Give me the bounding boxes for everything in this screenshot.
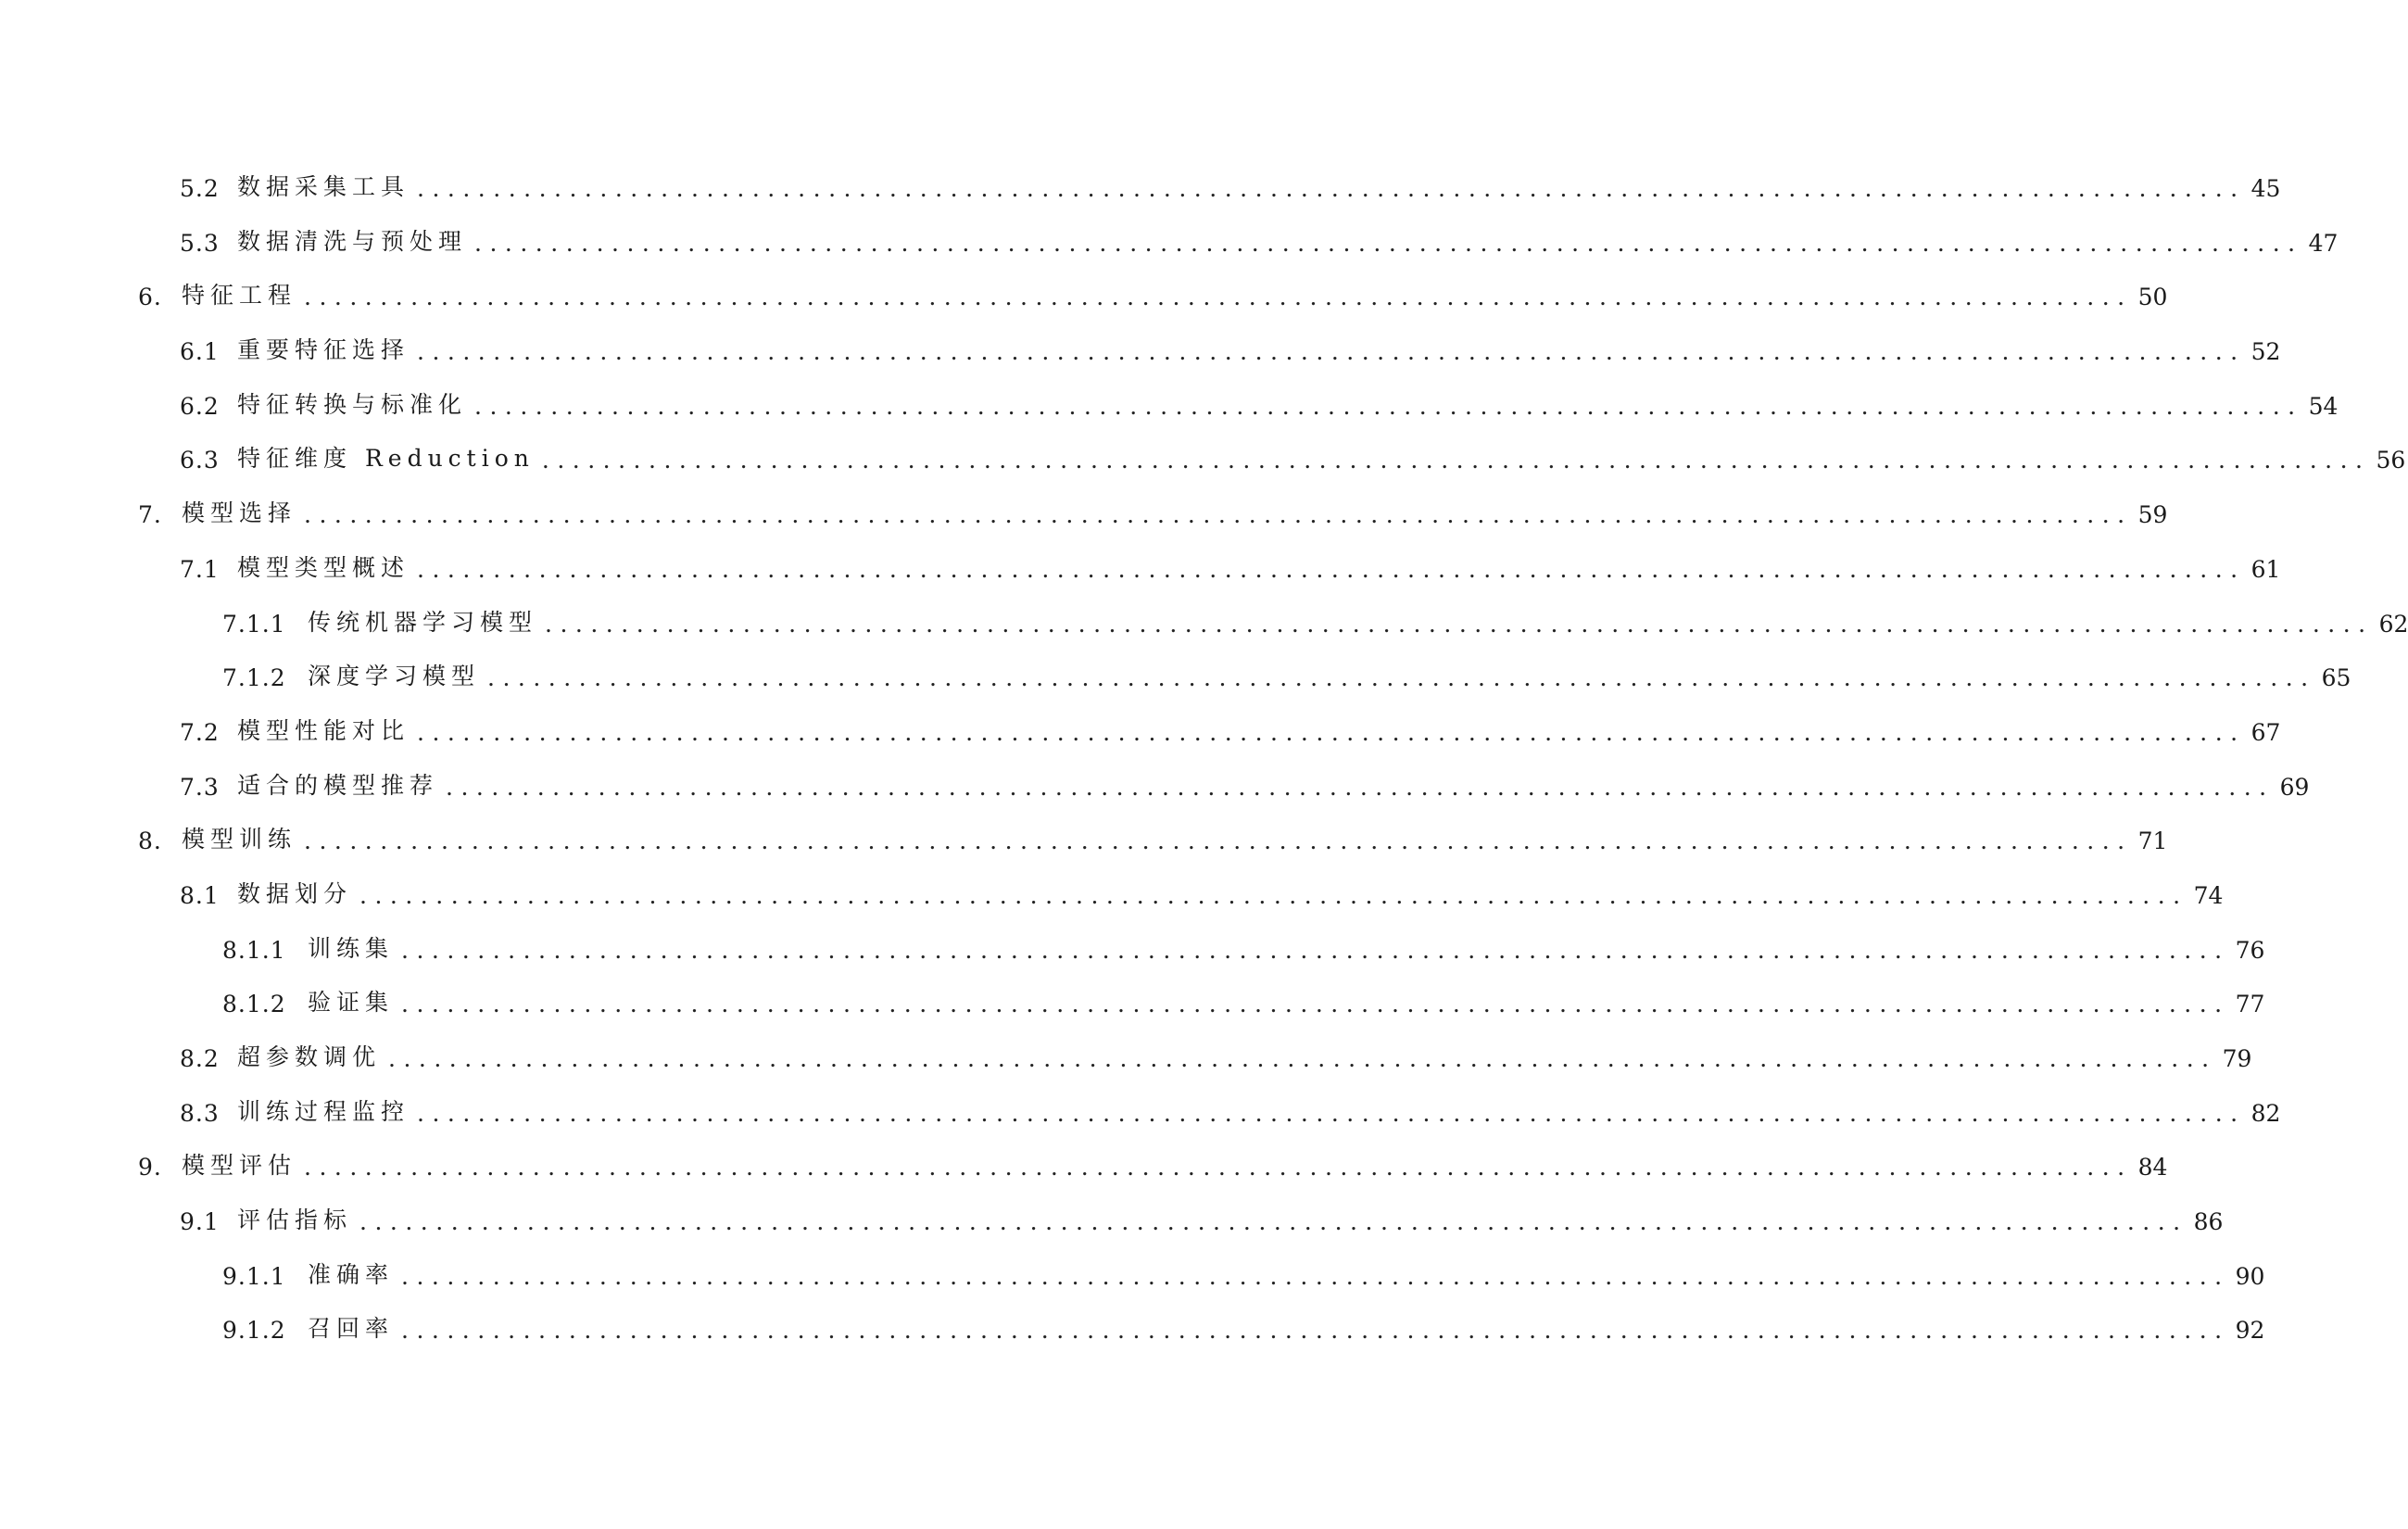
toc-entry-number: 6. <box>138 284 162 311</box>
toc-entry-title: 准确率 <box>308 1260 395 1288</box>
toc-entry-number: 8. <box>138 828 162 855</box>
toc-entry[interactable] <box>0 544 2281 599</box>
toc-entry-title: 特征维度 Reduction <box>237 445 535 473</box>
toc-dot-leader: ........................................................................................................................ <box>401 1262 2230 1290</box>
toc-entry[interactable] <box>0 1305 2265 1359</box>
toc-entry[interactable] <box>0 762 2310 816</box>
toc-entry[interactable] <box>0 599 2408 653</box>
toc-dot-leader: ........................................................................................................................ <box>545 610 2374 638</box>
toc-entry-page: 76 <box>2235 936 2265 964</box>
toc-dot-leader: ........................................................................................................................ <box>304 284 2133 311</box>
table-of-contents <box>0 163 2408 1359</box>
toc-entry-page: 65 <box>2321 664 2351 692</box>
toc-entry-page: 45 <box>2250 175 2281 202</box>
toc-entry-title: 模型评估 <box>182 1152 297 1180</box>
toc-entry-number: 7. <box>138 501 162 529</box>
toc-entry[interactable] <box>0 652 2351 707</box>
toc-dot-leader: ........................................................................................................................ <box>417 555 2246 583</box>
toc-entry[interactable] <box>0 815 2168 870</box>
toc-entry-title: 训练过程监控 <box>237 1097 410 1125</box>
toc-entry-page: 52 <box>2250 338 2281 366</box>
toc-entry-title: 训练集 <box>308 934 395 962</box>
toc-dot-leader: ........................................................................................................................ <box>417 175 2246 202</box>
toc-entry-number: 8.3 <box>180 1099 220 1127</box>
toc-entry-number: 6.1 <box>180 338 220 366</box>
toc-entry-number: 6.2 <box>180 392 220 420</box>
toc-entry-page: 59 <box>2137 501 2168 529</box>
toc-entry-number: 5.3 <box>180 229 220 257</box>
toc-entry-page: 61 <box>2250 555 2281 583</box>
toc-entry-page: 82 <box>2250 1099 2281 1127</box>
toc-entry-number: 9.1.1 <box>222 1262 286 1290</box>
toc-entry[interactable] <box>0 381 2339 436</box>
toc-entry-page: 62 <box>2378 610 2408 638</box>
toc-entry-title: 召回率 <box>308 1315 395 1343</box>
toc-dot-leader: ........................................................................................................................ <box>446 773 2275 801</box>
toc-entry[interactable] <box>0 163 2281 218</box>
toc-entry-number: 8.1 <box>180 881 220 909</box>
toc-entry-page: 67 <box>2250 718 2281 746</box>
toc-entry-title: 验证集 <box>308 989 395 1017</box>
toc-entry-number: 9. <box>138 1154 162 1182</box>
toc-entry-title: 评估指标 <box>237 1207 353 1234</box>
toc-entry[interactable] <box>0 435 2406 489</box>
toc-entry-page: 79 <box>2222 1045 2252 1072</box>
toc-entry-page: 90 <box>2235 1262 2265 1290</box>
toc-entry-number: 7.2 <box>180 718 220 746</box>
toc-entry[interactable] <box>0 1142 2168 1196</box>
toc-entry-title: 超参数调优 <box>237 1043 382 1070</box>
toc-entry-title: 模型性能对比 <box>237 716 410 744</box>
toc-dot-leader: ........................................................................................................................ <box>401 936 2230 964</box>
toc-entry[interactable] <box>0 218 2339 272</box>
toc-entry-number: 7.3 <box>180 773 220 801</box>
toc-entry-title: 数据划分 <box>237 879 353 907</box>
toc-entry-page: 74 <box>2193 881 2224 909</box>
toc-entry-page: 47 <box>2308 229 2339 257</box>
toc-entry-number: 7.1.2 <box>222 664 286 692</box>
toc-dot-leader: ........................................................................................................................ <box>417 338 2246 366</box>
toc-dot-leader: ........................................................................................................................ <box>359 1208 2188 1236</box>
toc-dot-leader: ........................................................................................................................ <box>487 664 2316 692</box>
toc-dot-leader: ........................................................................................................................ <box>541 447 2371 474</box>
toc-entry[interactable] <box>0 1251 2265 1306</box>
toc-dot-leader: ........................................................................................................................ <box>474 229 2303 257</box>
toc-dot-leader: ........................................................................................................................ <box>417 718 2246 746</box>
toc-entry-title: 模型训练 <box>182 826 297 853</box>
toc-dot-leader: ........................................................................................................................ <box>388 1045 2217 1072</box>
toc-entry[interactable] <box>0 489 2168 544</box>
toc-entry[interactable] <box>0 707 2281 762</box>
toc-dot-leader: ........................................................................................................................ <box>304 1154 2133 1182</box>
toc-entry-number: 8.1.1 <box>222 936 286 964</box>
toc-entry[interactable] <box>0 979 2265 1033</box>
toc-dot-leader: ........................................................................................................................ <box>359 881 2188 909</box>
toc-entry-number: 9.1.2 <box>222 1317 286 1345</box>
toc-entry[interactable] <box>0 326 2281 381</box>
toc-entry-page: 77 <box>2235 991 2265 1018</box>
toc-entry-title: 模型类型概述 <box>237 553 410 581</box>
toc-entry-number: 8.2 <box>180 1045 220 1072</box>
toc-entry-page: 54 <box>2308 392 2339 420</box>
toc-entry-page: 56 <box>2376 447 2406 474</box>
toc-entry[interactable] <box>0 1088 2281 1143</box>
toc-entry-title: 传统机器学习模型 <box>308 608 538 636</box>
toc-entry-number: 6.3 <box>180 447 220 474</box>
toc-entry-title: 特征工程 <box>182 282 297 310</box>
toc-entry-title: 数据清洗与预处理 <box>237 227 468 255</box>
toc-entry-title: 数据采集工具 <box>237 173 410 200</box>
toc-entry-title: 深度学习模型 <box>308 663 481 690</box>
toc-dot-leader: ........................................................................................................................ <box>304 828 2133 855</box>
toc-dot-leader: ........................................................................................................................ <box>304 501 2133 529</box>
toc-entry[interactable] <box>0 272 2168 326</box>
toc-entry-title: 模型选择 <box>182 499 297 527</box>
toc-entry-number: 5.2 <box>180 175 220 202</box>
toc-dot-leader: ........................................................................................................................ <box>417 1099 2246 1127</box>
toc-entry-title: 重要特征选择 <box>237 336 410 364</box>
toc-entry-title: 特征转换与标准化 <box>237 390 468 418</box>
toc-dot-leader: ........................................................................................................................ <box>401 1317 2230 1345</box>
toc-entry-number: 7.1 <box>180 555 220 583</box>
toc-entry-page: 71 <box>2137 828 2168 855</box>
toc-entry-page: 92 <box>2235 1317 2265 1345</box>
toc-entry-number: 8.1.2 <box>222 991 286 1018</box>
toc-entry-number: 9.1 <box>180 1208 220 1236</box>
toc-entry-page: 84 <box>2137 1154 2168 1182</box>
toc-entry-page: 69 <box>2279 773 2310 801</box>
toc-entry[interactable] <box>0 1033 2252 1088</box>
toc-entry-number: 7.1.1 <box>222 610 286 638</box>
toc-dot-leader: ........................................................................................................................ <box>401 991 2230 1018</box>
toc-entry[interactable] <box>0 870 2224 925</box>
toc-dot-leader: ........................................................................................................................ <box>474 392 2303 420</box>
toc-entry-page: 86 <box>2193 1208 2224 1236</box>
toc-entry-page: 50 <box>2137 284 2168 311</box>
toc-entry[interactable] <box>0 925 2265 979</box>
toc-entry[interactable] <box>0 1196 2224 1251</box>
toc-entry-title: 适合的模型推荐 <box>237 771 439 799</box>
